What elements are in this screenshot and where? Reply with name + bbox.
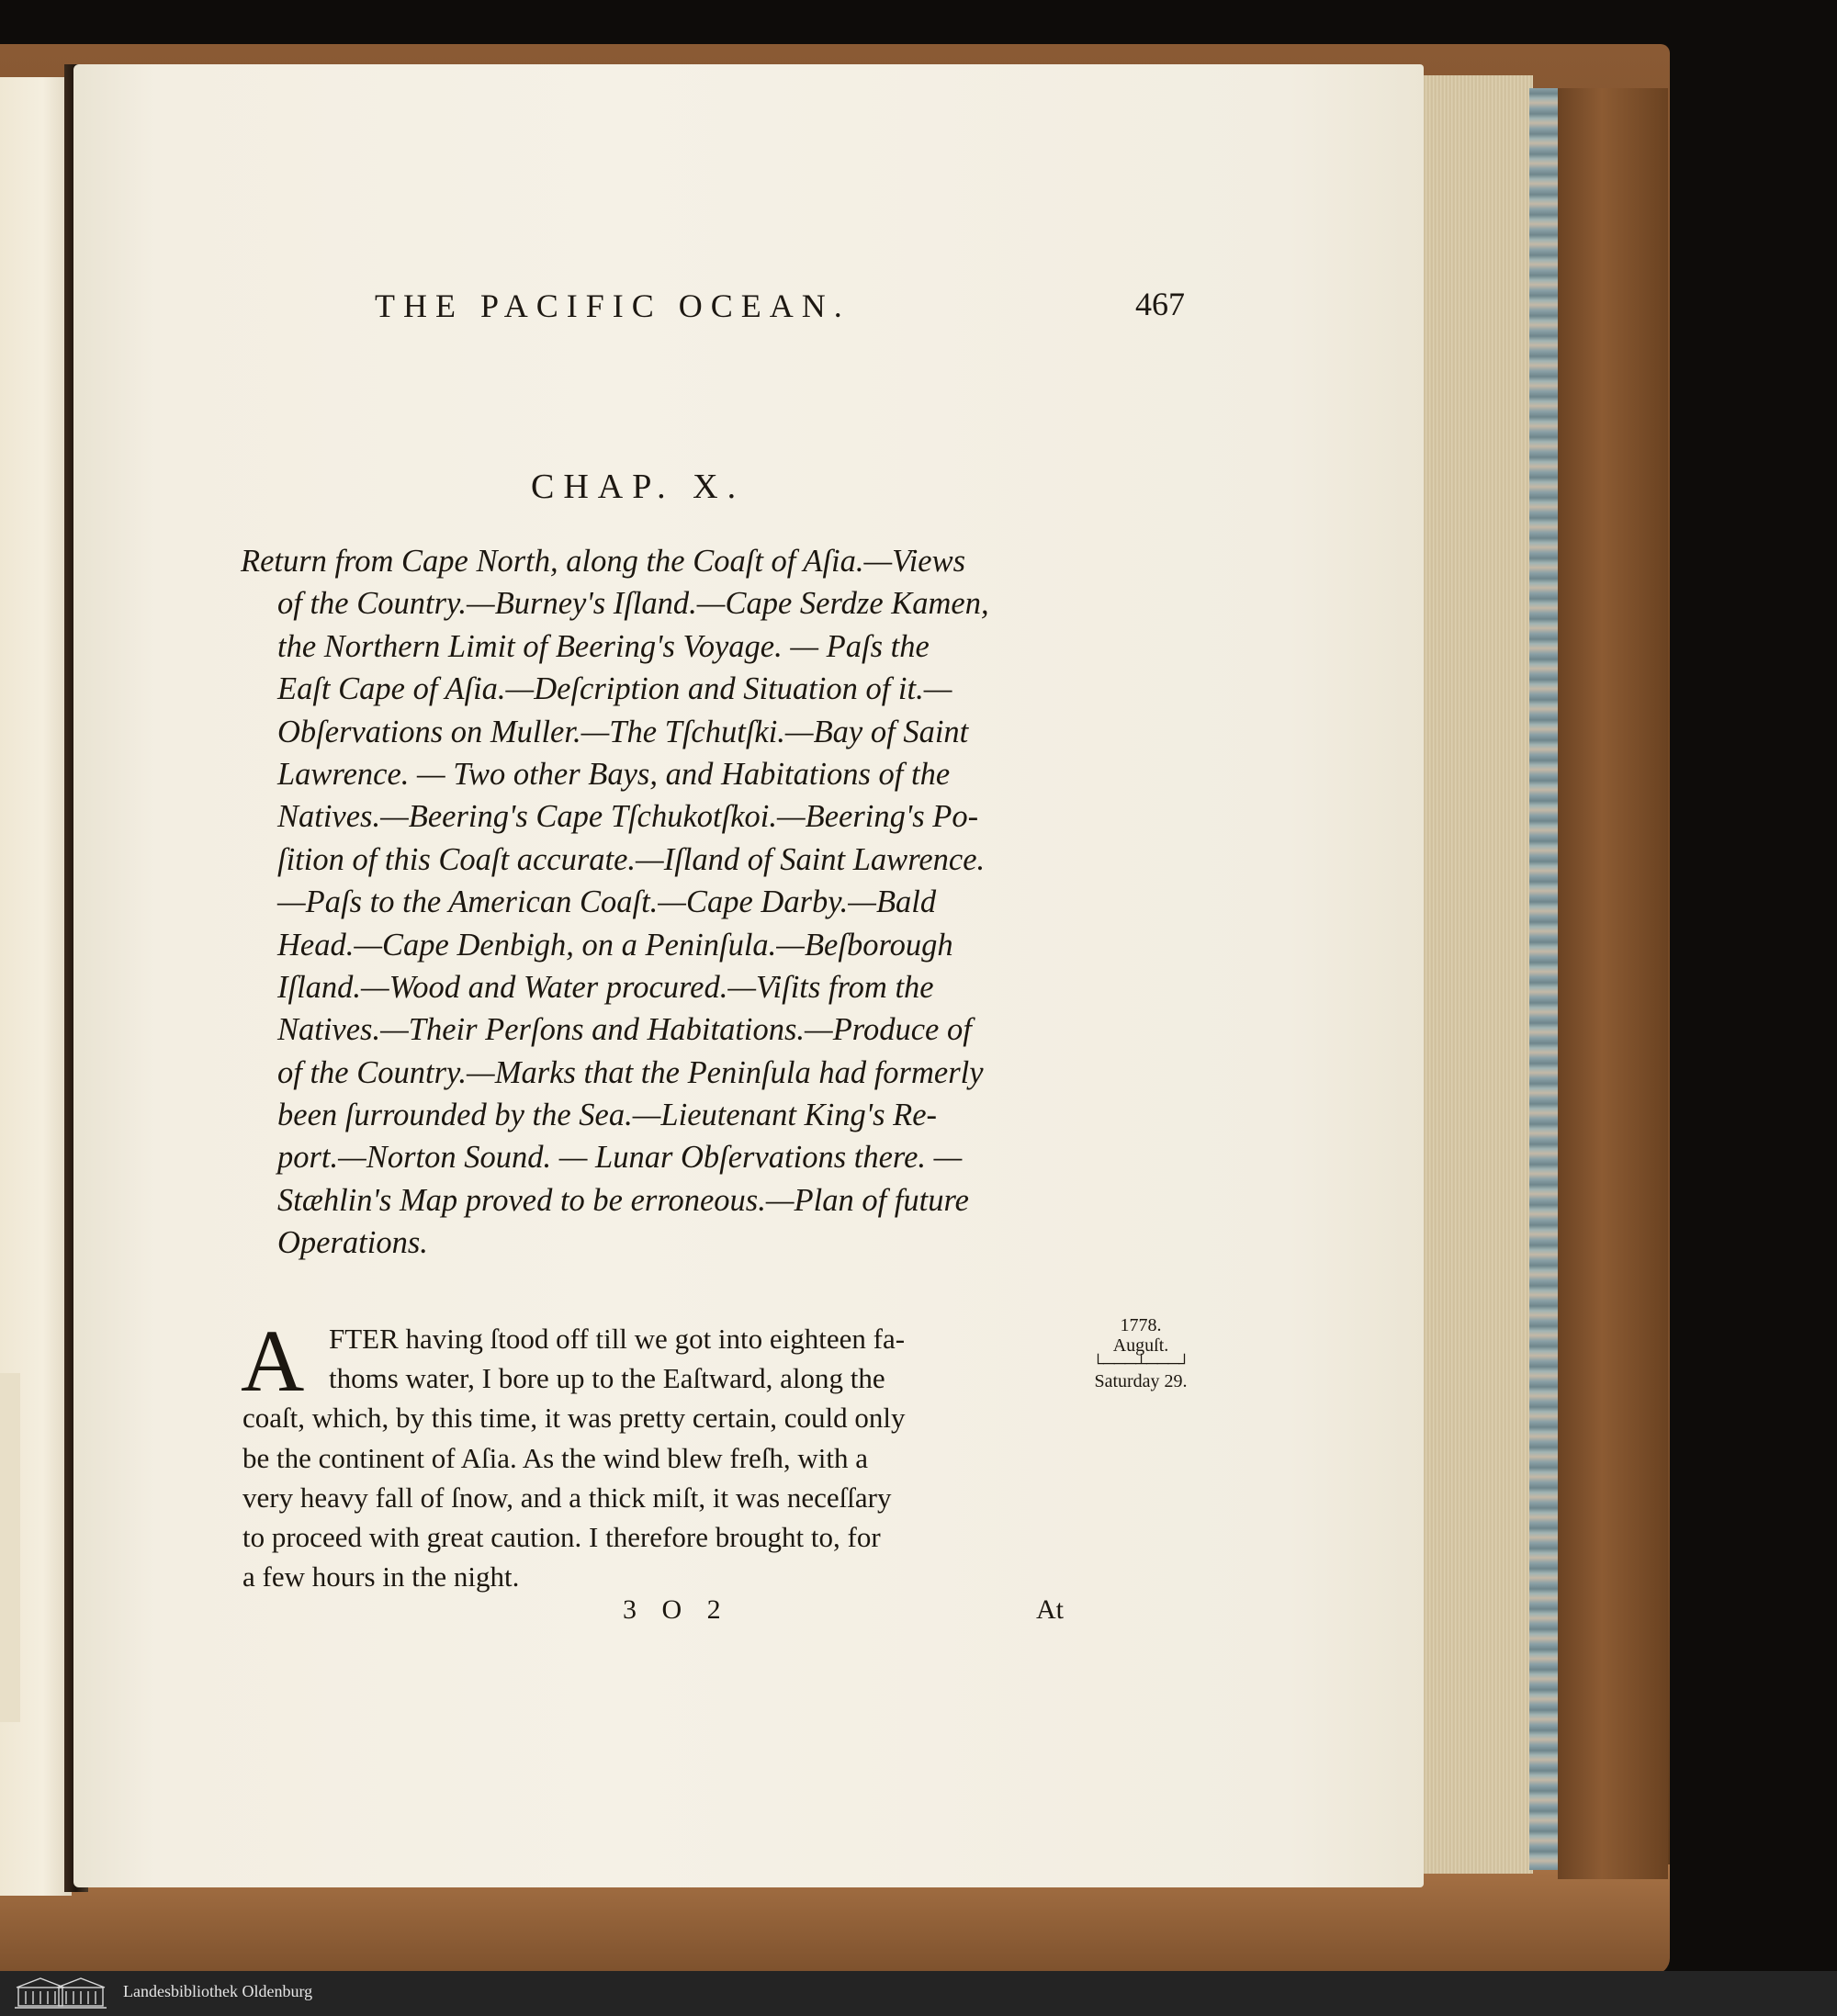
body-line: coaſt, which, by this time, it was pretty certain, could only xyxy=(242,1402,906,1435)
margin-day: Saturday 29. xyxy=(1094,1371,1188,1391)
chapter-summary xyxy=(241,540,1067,1265)
margin-brace: └───┴───┘ xyxy=(1092,1354,1189,1372)
summary-line: Natives.—Beering's Cape Tſchukotſkoi.—Beering's Po- xyxy=(277,799,979,835)
library-building-icon xyxy=(13,1975,108,2010)
summary-line: Natives.—Their Perſons and Habitations.—Produce of xyxy=(277,1012,972,1048)
summary-line: Eaſt Cape of Aſia.—Deſcription and Situation of it.— xyxy=(277,671,952,707)
summary-line: ſition of this Coaſt accurate.—Iſland of Saint Lawrence. xyxy=(277,841,986,877)
summary-line: been ſurrounded by the Sea.—Lieutenant King's Re- xyxy=(277,1098,938,1133)
margin-date-note xyxy=(1076,1315,1205,1392)
drop-capital: A xyxy=(241,1312,305,1410)
body-line: to proceed with great caution. I therefore brought to, for xyxy=(242,1520,881,1553)
page-block-edge xyxy=(1419,75,1533,1874)
summary-line: Return from Cape North, along the Coaſt of Aſia.—Views xyxy=(241,544,966,579)
signature-mark: 3 O 2 xyxy=(623,1594,730,1625)
margin-year: 1778. xyxy=(1120,1315,1162,1335)
summary-line: —Paſs to the American Coaſt.—Cape Darby.—Bald xyxy=(277,884,937,920)
summary-line: Obſervations on Muller.—The Tſchutſki.—Bay of Saint xyxy=(277,714,969,749)
running-head: THE PACIFIC OCEAN. xyxy=(375,287,851,324)
body-line: a few hours in the night. xyxy=(242,1560,520,1594)
summary-line: of the Country.—Marks that the Peninſula had formerly xyxy=(277,1054,984,1090)
summary-line: Lawrence. — Two other Bays, and Habitations of the xyxy=(277,756,951,792)
body-line: thoms water, I bore up to the Eaſtward, along the xyxy=(329,1362,885,1395)
page-number: 467 xyxy=(1135,286,1185,322)
summary-line: Stæhlin's Map proved to be erroneous.—Plan of future xyxy=(277,1182,969,1218)
summary-line: the Northern Limit of Beering's Voyage. — Paſs the xyxy=(277,628,930,664)
marbled-edge xyxy=(1529,88,1561,1870)
margin-month: Auguſt. xyxy=(1112,1335,1169,1356)
summary-line: Operations. xyxy=(277,1225,428,1261)
paper-strip xyxy=(0,1373,20,1722)
chapter-title: CHAP. X. xyxy=(531,467,746,506)
summary-line: of the Country.—Burney's Iſland.—Cape Serdze Kamen, xyxy=(277,586,989,622)
library-name: Landesbibliothek Oldenburg xyxy=(123,1982,313,2000)
footer-bar xyxy=(0,1971,1837,2016)
summary-line: port.—Norton Sound. — Lunar Obſervations there. — xyxy=(277,1140,963,1176)
body-paragraph xyxy=(241,1312,1069,1596)
body-line: be the continent of Aſia. As the wind blew freſh, with a xyxy=(242,1441,868,1474)
summary-line: Head.—Cape Denbigh, on a Peninſula.—Beſborough xyxy=(277,927,953,963)
cover-turn-in xyxy=(1558,88,1668,1879)
summary-line: Iſland.—Wood and Water procured.—Viſits from the xyxy=(277,969,934,1005)
catchword: At xyxy=(1036,1594,1064,1625)
body-line: very heavy fall of ſnow, and a thick miſt, it was neceſſary xyxy=(242,1481,892,1514)
body-line: FTER having ſtood off till we got into eighteen fa- xyxy=(329,1323,906,1355)
